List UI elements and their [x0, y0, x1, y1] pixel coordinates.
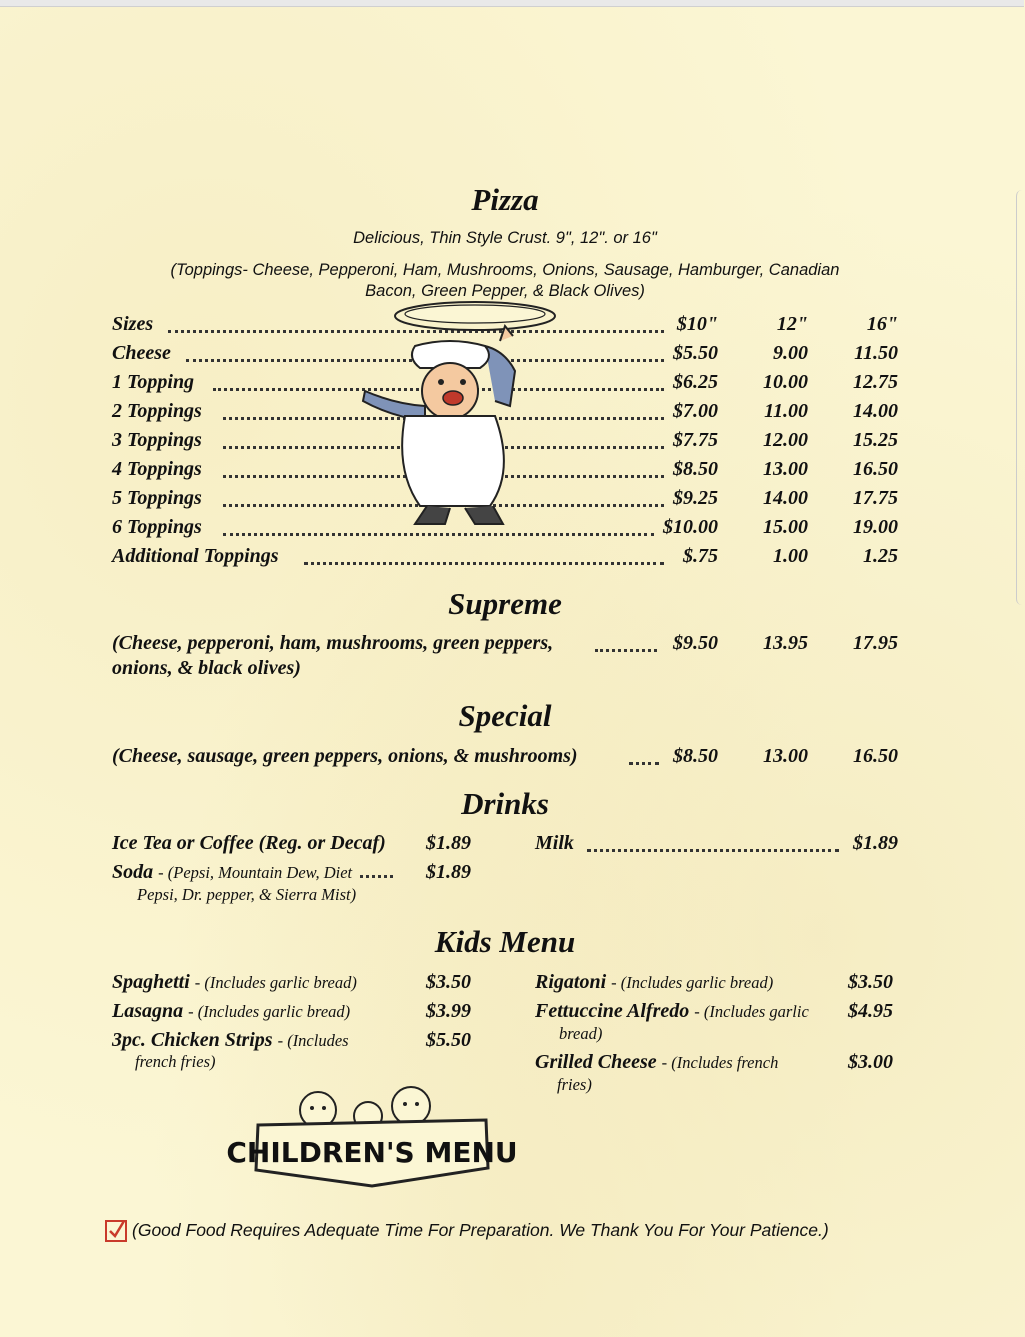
supreme-price-10: $9.50	[673, 632, 718, 654]
price-16-inch: 16.50	[853, 458, 898, 480]
page-edge	[1016, 190, 1025, 605]
price-12-inch: 13.00	[763, 458, 808, 480]
pizza-subtitle: Delicious, Thin Style Crust. 9", 12". or 16"	[353, 229, 657, 247]
item-name: Spaghetti	[112, 971, 190, 993]
price-16-inch: 12.75	[853, 371, 898, 393]
pizza-row-label: 1 Topping	[112, 371, 195, 393]
toppings-line-2: Bacon, Green Pepper, & Black Olives)	[365, 282, 645, 300]
price-10-inch: $6.25	[673, 371, 718, 393]
special-price-10: $8.50	[673, 745, 718, 767]
price-12-inch: 15.00	[763, 516, 808, 538]
price-16-inch: 11.50	[854, 342, 898, 364]
special-price-12: 13.00	[763, 745, 808, 767]
kids-item-spaghetti	[112, 971, 357, 994]
price-10-inch: $9.25	[673, 487, 718, 509]
pizza-row-label: 3 Toppings	[112, 429, 202, 451]
chef-illustration	[345, 296, 605, 536]
soda-note-2: Pepsi, Dr. pepper, & Sierra Mist)	[137, 885, 357, 904]
pizza-row-label: 2 Toppings	[112, 400, 202, 422]
price-10-inch: $.75	[683, 545, 718, 567]
pizza-row-label: Cheese	[112, 342, 171, 364]
lasagna-price: $3.99	[426, 1000, 471, 1022]
kids-item-fettuccine	[535, 1000, 809, 1023]
kids-item-rigatoni	[535, 971, 773, 994]
milk-label: Milk	[535, 832, 574, 854]
price-16-inch: 15.25	[853, 429, 898, 451]
price-12-inch: 14.00	[763, 487, 808, 509]
special-heading: Special	[458, 698, 552, 733]
price-12-inch: 12"	[776, 313, 808, 335]
price-10-inch: $8.50	[673, 458, 718, 480]
pizza-row-label: 6 Toppings	[112, 516, 202, 538]
price-16-inch: 17.75	[853, 487, 898, 509]
toppings-line-1: (Toppings- Cheese, Pepperoni, Ham, Mushrooms, Onions, Sausage, Hamburger, Canadian	[170, 261, 840, 279]
price-16-inch: 14.00	[853, 400, 898, 422]
kids-item-grilled-cheese	[535, 1051, 778, 1074]
rigatoni-price: $3.50	[848, 971, 893, 993]
grilled-cheese-price: $3.00	[848, 1051, 893, 1073]
soda-price: $1.89	[426, 861, 471, 883]
supreme-row	[112, 632, 718, 658]
item-note: - (Includes	[277, 1031, 349, 1050]
pizza-row-label: 4 Toppings	[112, 458, 202, 480]
supreme-description-2: onions, & black olives)	[112, 657, 301, 679]
leader-dots	[304, 562, 664, 565]
supreme-price-16: 17.95	[853, 632, 898, 654]
pizza-row	[112, 545, 718, 571]
fettuccine-price: $4.95	[848, 1000, 893, 1022]
childrens-menu-logo	[226, 1080, 518, 1188]
soda-label: Soda	[112, 861, 154, 883]
item-name: Fettuccine Alfredo	[535, 1000, 690, 1022]
item-name: Grilled Cheese	[535, 1051, 657, 1073]
milk-price: $1.89	[853, 832, 898, 854]
chicken-strips-price: $5.50	[426, 1029, 471, 1051]
price-12-inch: 10.00	[763, 371, 808, 393]
item-note: - (Includes garlic bread)	[611, 973, 774, 992]
price-16-inch: 16"	[866, 313, 898, 335]
price-10-inch: $7.00	[673, 400, 718, 422]
checkmark-icon	[105, 1220, 127, 1242]
special-row	[112, 745, 718, 771]
soda-note: - (Pepsi, Mountain Dew, Diet	[158, 863, 353, 882]
price-10-inch: $10.00	[663, 516, 718, 538]
supreme-price-12: 13.95	[763, 632, 808, 654]
chicken-note-2: french fries)	[135, 1052, 216, 1071]
kids-item-lasagna	[112, 1000, 350, 1023]
logo-text: CHILDREN'S MENU	[226, 1136, 518, 1169]
price-12-inch: 9.00	[773, 342, 808, 364]
pizza-row-label: Sizes	[112, 313, 154, 335]
fettuccine-note-2: bread)	[559, 1024, 603, 1043]
price-16-inch: 1.25	[863, 545, 898, 567]
spaghetti-price: $3.50	[426, 971, 471, 993]
pizza-row-label: 5 Toppings	[112, 487, 202, 509]
soda-item	[112, 861, 396, 884]
item-note: - (Includes garlic bread)	[194, 973, 357, 992]
item-note: - (Includes garlic bread)	[188, 1002, 351, 1021]
item-name: 3pc. Chicken Strips	[112, 1029, 273, 1051]
special-description: (Cheese, sausage, green peppers, onions, & mushrooms)	[112, 745, 578, 767]
leader-dots	[587, 849, 839, 852]
price-10-inch: $5.50	[673, 342, 718, 364]
item-name: Lasagna	[112, 1000, 184, 1022]
supreme-description: (Cheese, pepperoni, ham, mushrooms, green peppers,	[112, 632, 554, 654]
grilled-cheese-note-2: fries)	[557, 1075, 592, 1094]
scan-top-edge	[0, 0, 1024, 7]
item-note: - (Includes garlic	[694, 1002, 809, 1021]
leader-dots	[360, 875, 393, 878]
item-name: Rigatoni	[535, 971, 607, 993]
kids-item-chicken-strips	[112, 1029, 349, 1052]
price-10-inch: $10"	[676, 313, 718, 335]
milk-row	[535, 832, 898, 858]
item-note: - (Includes french	[661, 1053, 779, 1072]
price-16-inch: 19.00	[853, 516, 898, 538]
kids-menu-heading: Kids Menu	[434, 924, 576, 959]
drinks-heading: Drinks	[461, 786, 549, 821]
tea-coffee-price: $1.89	[426, 832, 471, 854]
footer-note: (Good Food Requires Adequate Time For Preparation. We Thank You For Your Patience.)	[132, 1220, 829, 1240]
pizza-heading: Pizza	[471, 182, 539, 217]
price-12-inch: 11.00	[764, 400, 808, 422]
supreme-heading: Supreme	[448, 586, 562, 621]
pizza-row-label: Additional Toppings	[112, 545, 279, 567]
price-10-inch: $7.75	[673, 429, 718, 451]
price-12-inch: 12.00	[763, 429, 808, 451]
price-12-inch: 1.00	[773, 545, 808, 567]
tea-coffee-label: Ice Tea or Coffee (Reg. or Decaf)	[112, 832, 386, 854]
special-price-16: 16.50	[853, 745, 898, 767]
